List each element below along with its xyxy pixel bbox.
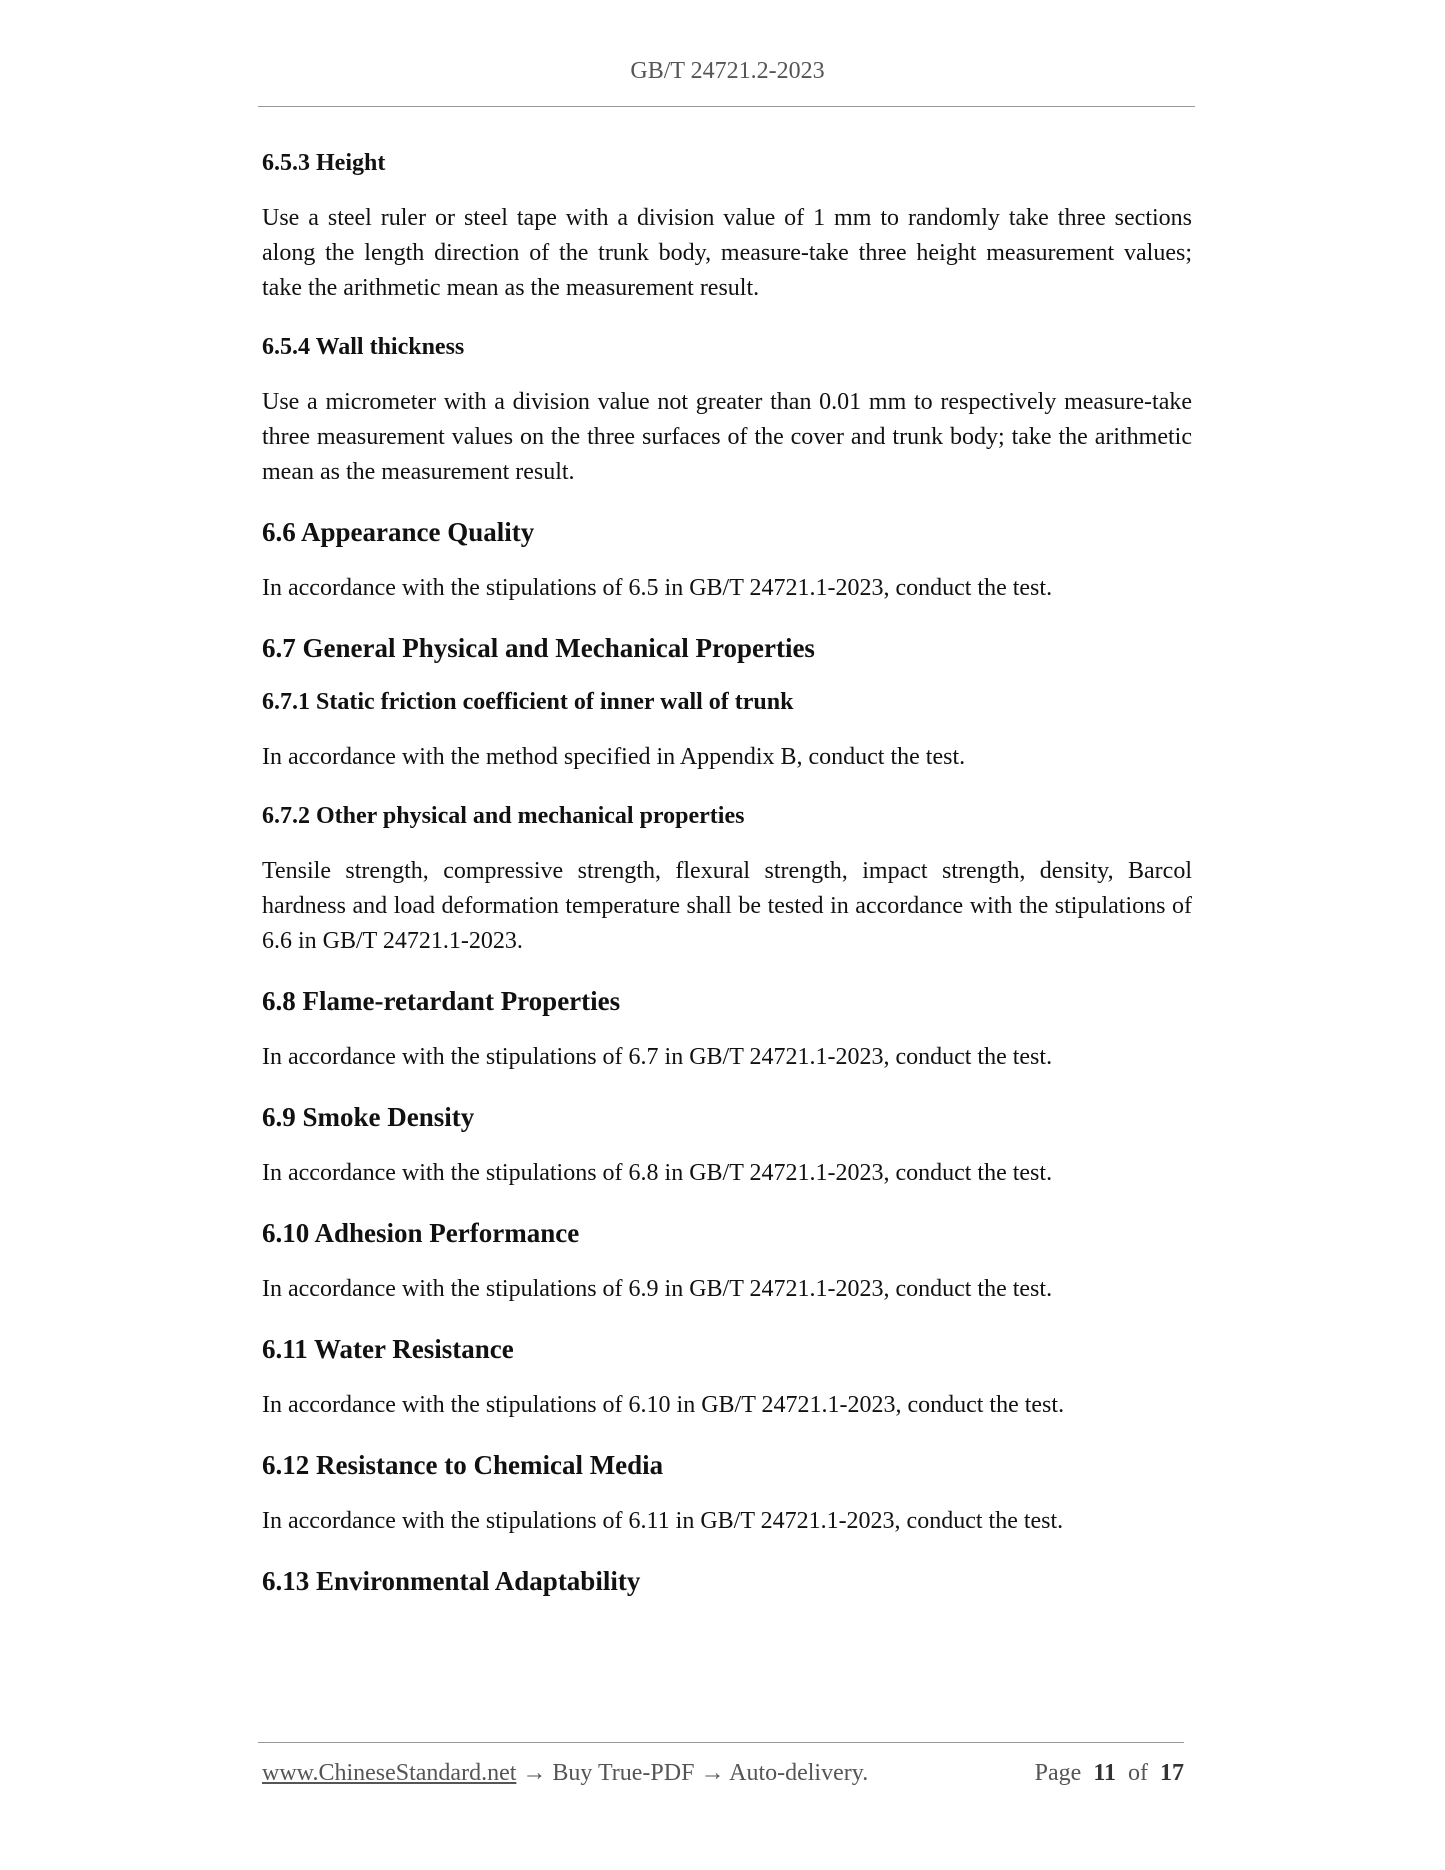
- website-link[interactable]: www.ChineseStandard.net: [262, 1760, 517, 1786]
- footer-promo-tail: → Buy True-PDF → Auto-delivery.: [516, 1760, 869, 1786]
- page-number: [1035, 1760, 1184, 1787]
- heading-6-11: 6.11 Water Resistance: [262, 1334, 514, 1364]
- heading-6-7-2: 6.7.2 Other physical and mechanical properties: [262, 803, 745, 829]
- page-label: Page: [1034, 1760, 1082, 1786]
- heading-6-10: 6.10 Adhesion Performance: [262, 1218, 580, 1248]
- heading-6-5-4: 6.5.4 Wall thickness: [262, 334, 465, 360]
- of-label: of: [1128, 1760, 1148, 1786]
- paragraph-6-5-4: Use a micrometer with a division value not greater than 0.01 mm to respectively measure-take three measurement values on the three surfaces of the cover and trunk body; take the arithmetic mean as the measurement result.: [262, 389, 1192, 485]
- paragraph-6-9: In accordance with the stipulations of 6.8 in GB/T 24721.1-2023, conduct the test.: [262, 1160, 1053, 1186]
- paragraph-6-6: In accordance with the stipulations of 6.5 in GB/T 24721.1-2023, conduct the test.: [262, 575, 1053, 601]
- paragraph-6-10: In accordance with the stipulations of 6.9 in GB/T 24721.1-2023, conduct the test.: [262, 1276, 1053, 1302]
- heading-6-7: 6.7 General Physical and Mechanical Properties: [262, 633, 815, 663]
- heading-6-8: 6.8 Flame-retardant Properties: [262, 986, 621, 1016]
- paragraph-6-5-3: Use a steel ruler or steel tape with a division value of 1 mm to randomly take three sections along the length direction of the trunk body, measure-take three height measurement values; take the arithmetic mean as the measurement result.: [262, 205, 1192, 301]
- footer-promo: [262, 1760, 868, 1787]
- document-header: GB/T 24721.2-2023: [630, 58, 825, 84]
- heading-6-12: 6.12 Resistance to Chemical Media: [262, 1450, 664, 1480]
- footer-divider: [258, 1742, 1184, 1743]
- heading-6-9: 6.9 Smoke Density: [262, 1102, 475, 1132]
- paragraph-6-7-1: In accordance with the method specified in Appendix B, conduct the test.: [262, 744, 966, 770]
- document-body: [262, 148, 1192, 1620]
- header-divider: [258, 106, 1195, 107]
- total-pages: 17: [1160, 1760, 1184, 1786]
- heading-6-13: 6.13 Environmental Adaptability: [262, 1566, 641, 1596]
- paragraph-6-12: In accordance with the stipulations of 6.11 in GB/T 24721.1-2023, conduct the test.: [262, 1508, 1064, 1534]
- current-page: 11: [1093, 1760, 1116, 1786]
- paragraph-6-8: In accordance with the stipulations of 6.7 in GB/T 24721.1-2023, conduct the test.: [262, 1044, 1053, 1070]
- heading-6-6: 6.6 Appearance Quality: [262, 517, 535, 547]
- heading-6-5-3: 6.5.3 Height: [262, 150, 386, 176]
- heading-6-7-1: 6.7.1 Static friction coefficient of inner wall of trunk: [262, 689, 794, 715]
- paragraph-6-11: In accordance with the stipulations of 6.10 in GB/T 24721.1-2023, conduct the test.: [262, 1392, 1065, 1418]
- paragraph-6-7-2: Tensile strength, compressive strength, flexural strength, impact strength, density, Barcol hardness and load deformation temperature shall be tested in accordance with the stipulations of 6.6 in GB/T 24721.1-2023.: [262, 858, 1192, 954]
